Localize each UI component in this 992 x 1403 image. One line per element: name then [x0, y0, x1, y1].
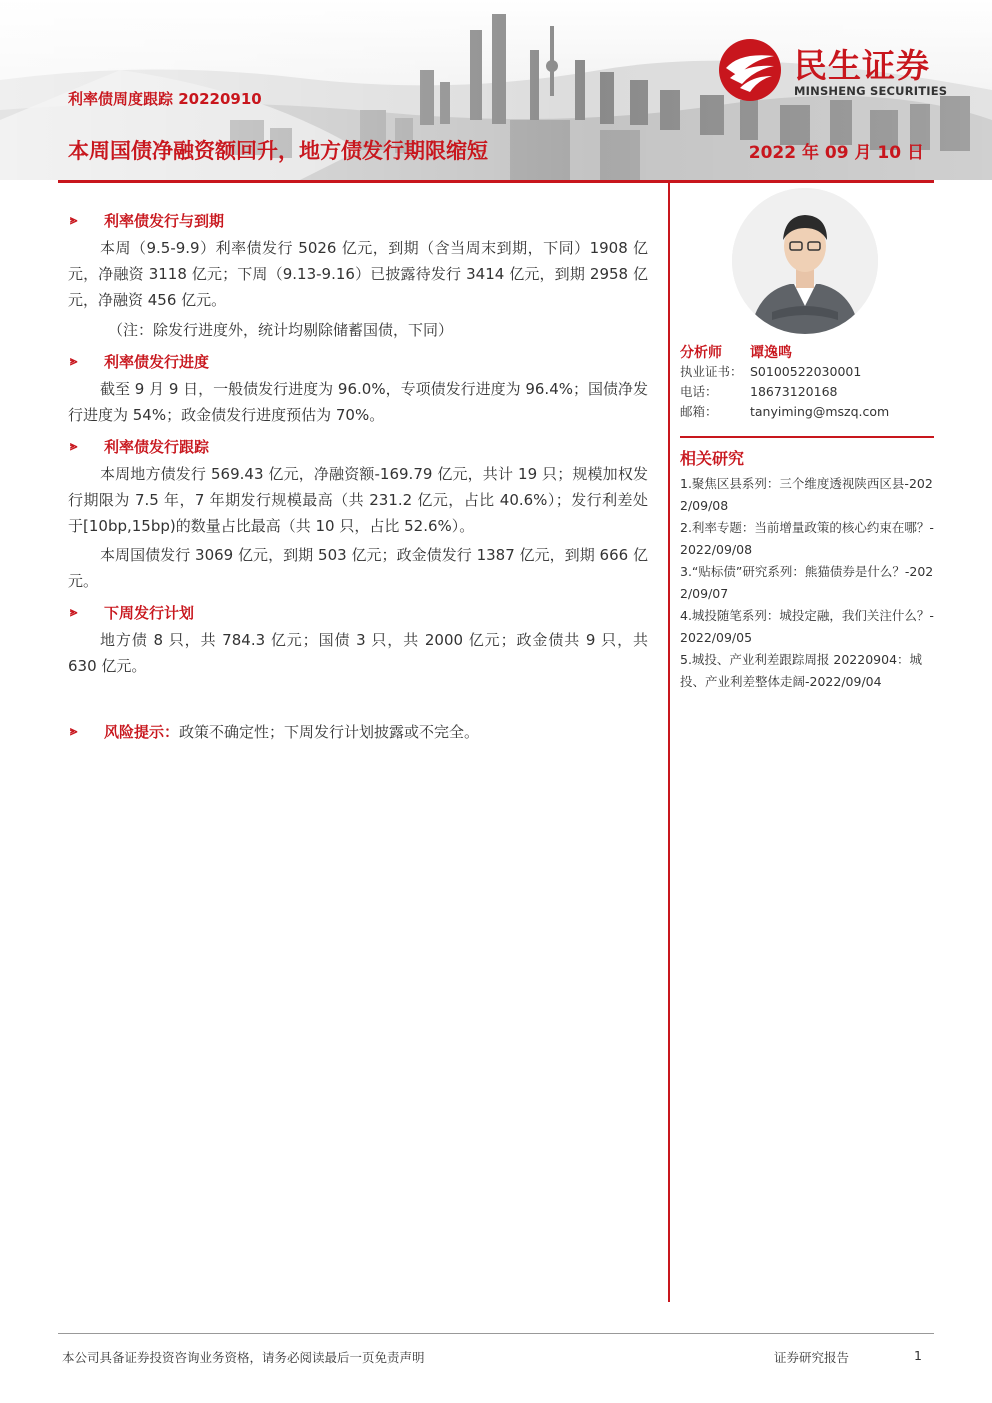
section-title: 利率债发行与到期 [104, 211, 225, 230]
section-header [68, 600, 648, 624]
risk-text: 政策不确定性；下周发行计划披露或不完全。 [179, 722, 480, 741]
analyst-cert-row [680, 362, 934, 382]
phone-number: 18673120168 [750, 384, 838, 399]
related-research-item[interactable]: 1.聚焦区县系列：三个维度透视陕西区县-2022/09/08 [680, 476, 933, 513]
report-title: 本周国债净融资额回升，地方债发行期限缩短 [68, 139, 488, 163]
report-date: 2022 年 09 月 10 日 [748, 143, 924, 163]
cert-label: 执业证书： [680, 364, 743, 379]
related-research-title: 相关研究 [680, 449, 745, 468]
section-title: 利率债发行跟踪 [104, 437, 210, 456]
double-chevron-right-icon: ⪢ [70, 604, 78, 620]
phone-label: 电话： [680, 384, 718, 399]
sidebar [680, 188, 934, 693]
report-series-title: 利率债周度跟踪 20220910 [68, 90, 262, 108]
minsheng-logo-icon [718, 38, 782, 102]
main-content [68, 208, 648, 743]
section-title: 下周发行计划 [104, 603, 195, 622]
footer-report-type: 证券研究报告 [774, 1350, 850, 1365]
analyst-email-row [680, 402, 934, 422]
column-divider [668, 180, 670, 1302]
related-research-list [680, 473, 934, 692]
double-chevron-right-icon: ⪢ [70, 438, 78, 454]
related-research-item[interactable]: 3.“贴标债”研究系列：熊猫债券是什么？-2022/09/07 [680, 564, 934, 601]
logo-english-name: MINSHENG SECURITIES [794, 84, 948, 98]
risk-warning [68, 719, 648, 743]
section-paragraph: 地方债 8 只，共 784.3 亿元；国债 3 只，共 2000 亿元；政金债共 9 只，共 630 亿元。 [68, 631, 648, 675]
header-divider [58, 180, 934, 183]
related-research-item[interactable]: 5.城投、产业利差跟踪周报 20220904：城投、产业利差整体走阔-2022/09/04 [680, 652, 923, 689]
analyst-photo [732, 188, 878, 334]
analyst-phone-row [680, 382, 934, 402]
double-chevron-right-icon: ⪢ [70, 723, 78, 739]
sidebar-divider [680, 436, 934, 438]
email-address: tanyiming@mszq.com [750, 404, 890, 419]
section-header [68, 349, 648, 373]
section-title: 利率债发行进度 [104, 352, 210, 371]
company-logo [718, 38, 968, 102]
page-number: 1 [914, 1348, 922, 1363]
analyst-portrait-icon [732, 188, 878, 334]
double-chevron-right-icon: ⪢ [70, 212, 78, 228]
section-paragraph: 截至 9 月 9 日，一般债发行进度为 96.0%，专项债发行进度为 96.4%；国债净发行进度为 54%；政金债发行进度预估为 70%。 [68, 380, 649, 424]
footer-disclaimer: 本公司具备证券投资咨询业务资格，请务必阅读最后一页免责声明 [62, 1350, 425, 1365]
email-label: 邮箱： [680, 404, 718, 419]
section-paragraph: 本周国债发行 3069 亿元，到期 503 亿元；政金债发行 1387 亿元，到期 666 亿元。 [68, 546, 648, 590]
double-chevron-right-icon: ⪢ [70, 353, 78, 369]
related-research-item[interactable]: 2.利率专题：当前增量政策的核心约束在哪？-2022/09/08 [680, 520, 934, 557]
related-research-item[interactable]: 4.城投随笔系列：城投定融，我们关注什么？-2022/09/05 [680, 608, 934, 645]
analyst-header [680, 342, 934, 362]
section-paragraph: 本周地方债发行 569.43 亿元，净融资额-169.79 亿元，共计 19 只；规模加权发行期限为 7.5 年，7 年期发行规模最高（共 231.2 亿元，占比 40.6%）；发行利差处于[10bp,15bp)的数量占比最高（共 10 只，占比 52.6%）。 [68, 465, 648, 535]
analyst-role-label: 分析师 [680, 345, 722, 361]
analyst-name: 谭逸鸣 [750, 345, 792, 361]
section-header [68, 434, 648, 458]
cert-number: S0100522030001 [750, 364, 862, 379]
risk-label: 风险提示： [104, 722, 180, 741]
logo-chinese-name: 民生证券 [794, 46, 930, 85]
section-note: （注：除发行进度外，统计均剔除储蓄国债，下同） [108, 321, 454, 339]
section-header [68, 208, 648, 232]
footer-divider [58, 1333, 934, 1334]
section-paragraph: 本周（9.5-9.9）利率债发行 5026 亿元，到期（含当周末到期，下同）1908 亿元，净融资 3118 亿元；下周（9.13-9.16）已披露待发行 3414 亿元，到期 2958 亿元，净融资 456 亿元。 [68, 239, 648, 309]
